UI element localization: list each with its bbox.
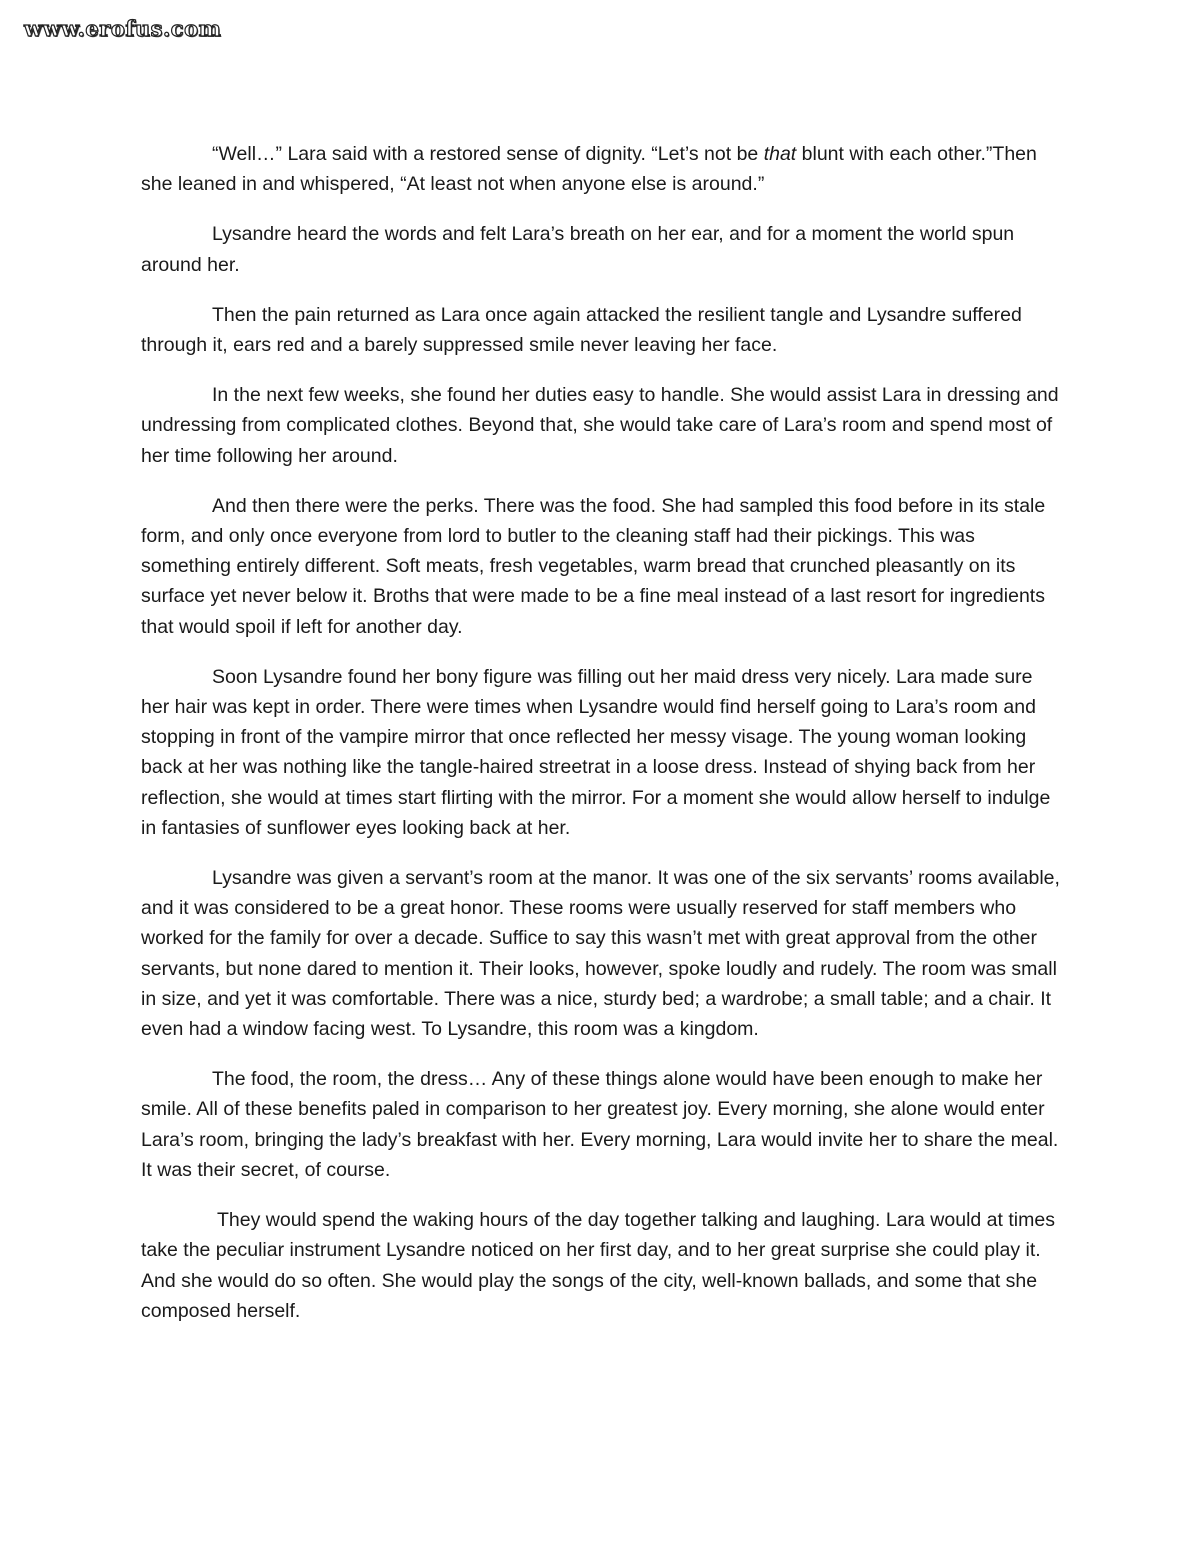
paragraph-3: Then the pain returned as Lara once again attacked the resilient tangle and Lysandre suffered through it, ears red and a barely suppressed smile never leaving her face. — [141, 303, 1022, 357]
paragraph-1-text-b: blunt with each other.”Then she leaned in and whispered, “At least not when anyone else is around.” — [141, 143, 1037, 196]
paragraph-7: Lysandre was given a servant’s room at the manor. It was one of the six servants’ rooms available, and it was considered to be a great honor. These rooms were usually reserved for staff members who worked for the family for over a decade. Suffice to say this wasn’t met with great approval from the other servants, but none dared to mention it. Their looks, however, spoke loudly and rudely. The room was small in size, and yet it was comfortable. There was a nice, sturdy bed; a wardrobe; a small table; and a chair. It even had a window facing west. To Lysandre, this room was a kingdom. — [141, 867, 1060, 1041]
paragraph-1 — [141, 139, 1061, 199]
paragraph-8: The food, the room, the dress… Any of these things alone would have been enough to make her smile. All of these benefits paled in comparison to her greatest joy. Every morning, she alone would enter Lara’s room, bringing the lady’s breakfast with her. Every morning, Lara would invite her to share the meal. It was their secret, of course. — [141, 1068, 1059, 1181]
paragraph-2: Lysandre heard the words and felt Lara’s breath on her ear, and for a moment the world spun around her. — [141, 223, 1015, 276]
paragraph-5: And then there were the perks. There was the food. She had sampled this food before in its stale form, and only once everyone from lord to butler to the cleaning staff had their pickings. This was something entirely different. Soft meats, fresh vegetables, warm bread that crunched pleasantly on its surface yet never below it. Broths that were made to be a fine meal instead of a last resort for ingredients that would spoil if left for another day. — [141, 494, 1046, 638]
document-page — [141, 139, 1061, 1346]
paragraph-1-emphasis: that — [763, 143, 797, 165]
paragraph-4: In the next few weeks, she found her duties easy to handle. She would assist Lara in dressing and undressing from complicated clothes. Beyond that, she would take care of Lara’s room and spend most of her time following her around. — [141, 384, 1059, 467]
watermark-logo: www.erofus.com — [24, 16, 222, 41]
paragraph-9: They would spend the waking hours of the day together talking and laughing. Lara would at times take the peculiar instrument Lysandre noticed on her first day, and to her great surprise she could play it. And she would do so often. She would play the songs of the city, well-known ballads, and some that she composed herself. — [141, 1209, 1055, 1322]
paragraph-1-text-a: “Well…” Lara said with a restored sense of dignity. “Let’s not be — [212, 143, 764, 165]
paragraph-6: Soon Lysandre found her bony figure was filling out her maid dress very nicely. Lara made sure her hair was kept in order. There were times when Lysandre would find herself going to Lara’s room and stopping in front of the vampire mirror that once reflected her messy visage. The young woman looking back at her was nothing like the tangle-haired streetrat in a loose dress. Instead of shying back from her reflection, she would at times start flirting with the mirror. For a moment she would allow herself to indulge in fantasies of sunflower eyes looking back at her. — [141, 665, 1051, 839]
